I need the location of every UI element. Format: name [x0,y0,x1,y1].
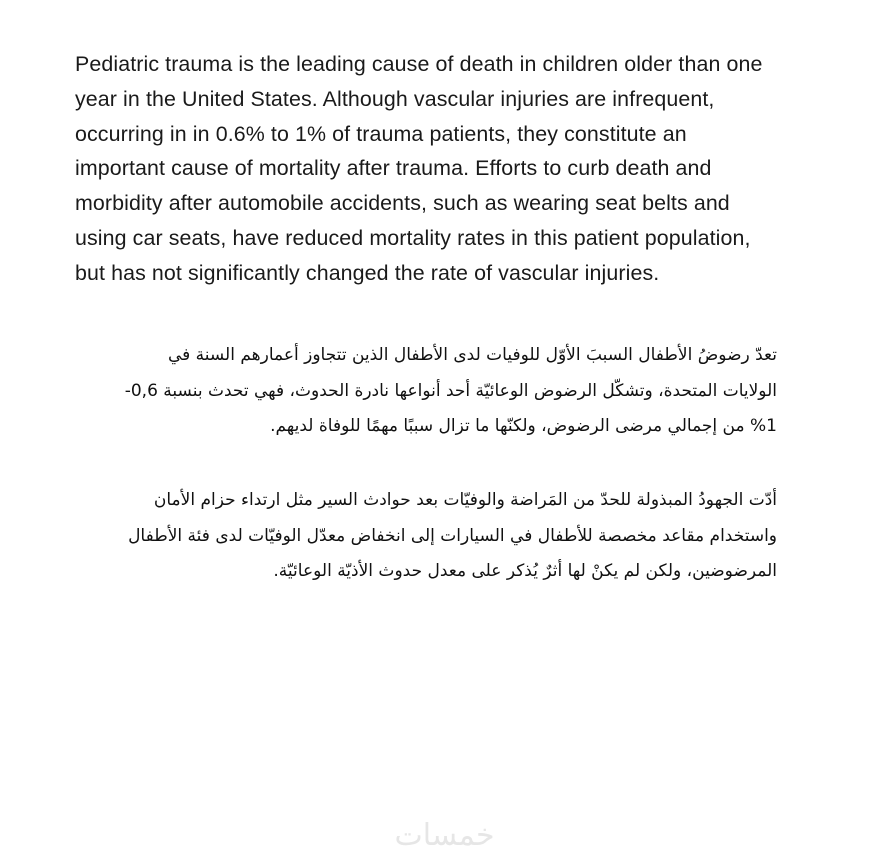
english-paragraph: Pediatric trauma is the leading cause of death in children older than one year in the United States. Although vascular injuries are infrequent, occurring in in 0.6% to 1% of trauma patients, they constitute an important cause of mortality after trauma. Efforts to curb death and morbidity after automobile accidents, such as wearing seat belts and using car seats, have reduced mortality rates in this patient population, but has not significantly changed the rate of vascular injuries. [75,52,763,285]
arabic-paragraph-1: تعدّ رضوضُ الأطفال السببَ الأوّل للوفيات لدى الأطفال الذين تتجاوز أعمارهم السنة في الولايات المتحدة، وتشكّل الرضوض الوعائيّة أحد أنواعها نادرة الحدوث، فهي تحدث بنسبة 0,6-1% من إجمالي مرضى الرضوض، ولكنّها ما تزال سببًا مهمًا للوفاة لديهم. [124,345,777,437]
arabic-paragraph-2: أدّت الجهودُ المبذولة للحدّ من المَراضة والوفيّات بعد حوادث السير مثل ارتداء حزام الأمان واستخدام مقاعد مخصصة للأطفال في السيارات إلى انخفاض معدّل الوفيّات لدى فئة الأطفال المرضوضين، ولكن لم يكنْ لها أثرٌ يُذكر على معدل حدوث الأذيّة الوعائيّة. [128,490,777,582]
watermark-logo: خمسات [394,818,495,853]
